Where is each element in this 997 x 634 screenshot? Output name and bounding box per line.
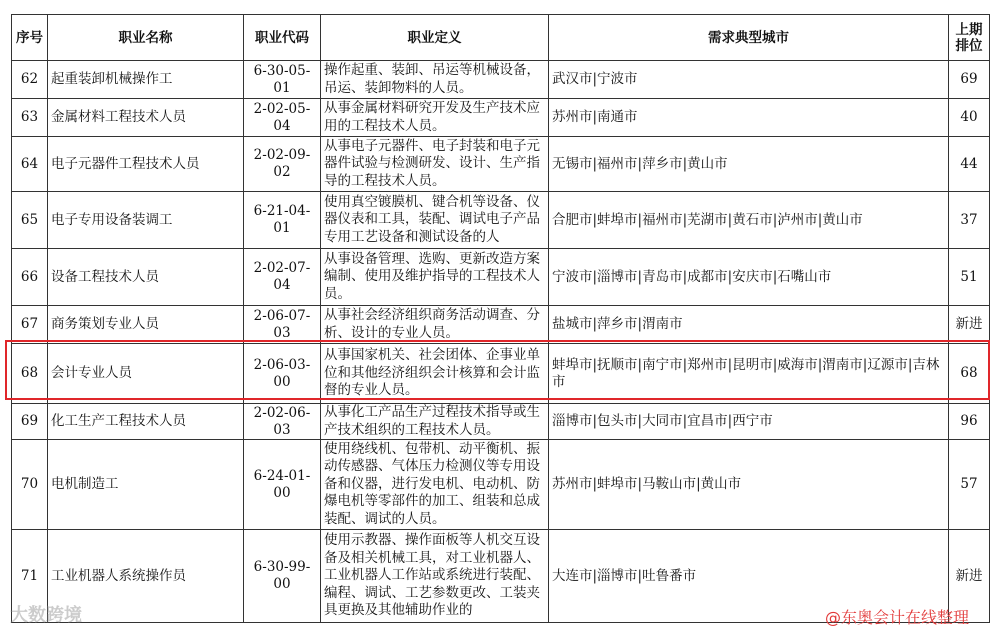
cell-cities: 武汉市|宁波市 bbox=[549, 61, 949, 99]
header-code: 职业代码 bbox=[244, 15, 321, 61]
cell-occupation-name: 电子元器件工程技术人员 bbox=[48, 137, 244, 192]
table-row bbox=[12, 99, 990, 137]
cell-seq: 71 bbox=[12, 530, 48, 623]
cell-occupation-code: 2-02-05-04 bbox=[244, 99, 321, 137]
cell-seq: 65 bbox=[12, 192, 48, 249]
cell-seq: 69 bbox=[12, 404, 48, 440]
cell-prev-rank: 40 bbox=[949, 99, 990, 137]
cell-prev-rank: 51 bbox=[949, 249, 990, 306]
cell-occupation-code: 6-30-05-01 bbox=[244, 61, 321, 99]
table-row bbox=[12, 137, 990, 192]
cell-cities: 苏州市|南通市 bbox=[549, 99, 949, 137]
cell-prev-rank: 新进 bbox=[949, 530, 990, 623]
cell-occupation-name: 电机制造工 bbox=[48, 440, 244, 530]
cell-definition: 使用真空镀膜机、键合机等设备、仪器仪表和工具，装配、调试电子产品专用工艺设备和测试设备的人 bbox=[321, 192, 549, 249]
cell-definition: 从事国家机关、社会团体、企事业单位和其他经济组织会计核算和会计监督的专业人员。 bbox=[321, 344, 549, 404]
cell-occupation-code: 2-02-09-02 bbox=[244, 137, 321, 192]
cell-occupation-code: 6-21-04-01 bbox=[244, 192, 321, 249]
table-row bbox=[12, 306, 990, 344]
cell-cities: 无锡市|福州市|萍乡市|黄山市 bbox=[549, 137, 949, 192]
occupation-table bbox=[11, 14, 990, 623]
cell-occupation-code: 6-24-01-00 bbox=[244, 440, 321, 530]
cell-occupation-name: 会计专业人员 bbox=[48, 344, 244, 404]
table-row bbox=[12, 440, 990, 530]
cell-definition: 从事社会经济组织商务活动调查、分析、设计的专业人员。 bbox=[321, 306, 549, 344]
cell-occupation-name: 化工生产工程技术人员 bbox=[48, 404, 244, 440]
cell-occupation-code: 2-02-07-04 bbox=[244, 249, 321, 306]
cell-definition: 从事电子元器件、电子封装和电子元器件试验与检测研发、设计、生产指导的工程技术人员。 bbox=[321, 137, 549, 192]
cell-cities: 盐城市|萍乡市|渭南市 bbox=[549, 306, 949, 344]
cell-seq: 67 bbox=[12, 306, 48, 344]
cell-definition: 从事化工产品生产过程技术指导或生产技术组织的工程技术人员。 bbox=[321, 404, 549, 440]
header-definition: 职业定义 bbox=[321, 15, 549, 61]
cell-occupation-name: 工业机器人系统操作员 bbox=[48, 530, 244, 623]
header-name: 职业名称 bbox=[48, 15, 244, 61]
cell-cities: 蚌埠市|抚顺市|南宁市|郑州市|昆明市|威海市|渭南市|辽源市|吉林市 bbox=[549, 344, 949, 404]
cell-cities: 大连市|淄博市|吐鲁番市 bbox=[549, 530, 949, 623]
cell-prev-rank: 44 bbox=[949, 137, 990, 192]
cell-seq: 63 bbox=[12, 99, 48, 137]
table-row bbox=[12, 61, 990, 99]
table-row bbox=[12, 249, 990, 306]
cell-occupation-name: 商务策划专业人员 bbox=[48, 306, 244, 344]
cell-definition: 使用示教器、操作面板等人机交互设备及相关机械工具，对工业机器人、工业机器人工作站或系统进行装配、编程、调试、工艺参数更改、工装夹具更换及其他辅助作业的 bbox=[321, 530, 549, 623]
cell-occupation-code: 6-30-99-00 bbox=[244, 530, 321, 623]
header-row bbox=[12, 15, 990, 61]
header-cities: 需求典型城市 bbox=[549, 15, 949, 61]
cell-seq: 66 bbox=[12, 249, 48, 306]
cell-cities: 苏州市|蚌埠市|马鞍山市|黄山市 bbox=[549, 440, 949, 530]
cell-occupation-code: 2-06-03-00 bbox=[244, 344, 321, 404]
cell-cities: 淄博市|包头市|大同市|宜昌市|西宁市 bbox=[549, 404, 949, 440]
cell-prev-rank: 68 bbox=[949, 344, 990, 404]
table-row bbox=[12, 344, 990, 404]
cell-definition: 从事设备管理、选购、更新改造方案编制、使用及维护指导的工程技术人员。 bbox=[321, 249, 549, 306]
watermark-logo: 大数跨境 bbox=[10, 605, 82, 626]
cell-definition: 操作起重、装卸、吊运等机械设备，吊运、装卸物料的人员。 bbox=[321, 61, 549, 99]
cell-occupation-name: 设备工程技术人员 bbox=[48, 249, 244, 306]
cell-occupation-name: 电子专用设备装调工 bbox=[48, 192, 244, 249]
cell-occupation-name: 金属材料工程技术人员 bbox=[48, 99, 244, 137]
cell-occupation-code: 2-02-06-03 bbox=[244, 404, 321, 440]
header-seq: 序号 bbox=[12, 15, 48, 61]
cell-prev-rank: 96 bbox=[949, 404, 990, 440]
cell-occupation-code: 2-06-07-03 bbox=[244, 306, 321, 344]
cell-definition: 从事金属材料研究开发及生产技术应用的工程技术人员。 bbox=[321, 99, 549, 137]
header-prev-rank: 上期排位 bbox=[949, 15, 990, 61]
cell-definition: 使用绕线机、包带机、动平衡机、振动传感器、气体压力检测仪等专用设备和仪器，进行发电机、电动机、防爆电机等零部件的加工、组装和总成装配、调试的人员。 bbox=[321, 440, 549, 530]
cell-seq: 68 bbox=[12, 344, 48, 404]
cell-prev-rank: 新进 bbox=[949, 306, 990, 344]
cell-prev-rank: 37 bbox=[949, 192, 990, 249]
table-row bbox=[12, 404, 990, 440]
cell-cities: 合肥市|蚌埠市|福州市|芜湖市|黄石市|泸州市|黄山市 bbox=[549, 192, 949, 249]
table-row bbox=[12, 192, 990, 249]
source-credit: @东奥会计在线整理 bbox=[824, 608, 969, 627]
cell-prev-rank: 57 bbox=[949, 440, 990, 530]
cell-prev-rank: 69 bbox=[949, 61, 990, 99]
cell-occupation-name: 起重装卸机械操作工 bbox=[48, 61, 244, 99]
cell-seq: 62 bbox=[12, 61, 48, 99]
cell-cities: 宁波市|淄博市|青岛市|成都市|安庆市|石嘴山市 bbox=[549, 249, 949, 306]
cell-seq: 64 bbox=[12, 137, 48, 192]
cell-seq: 70 bbox=[12, 440, 48, 530]
